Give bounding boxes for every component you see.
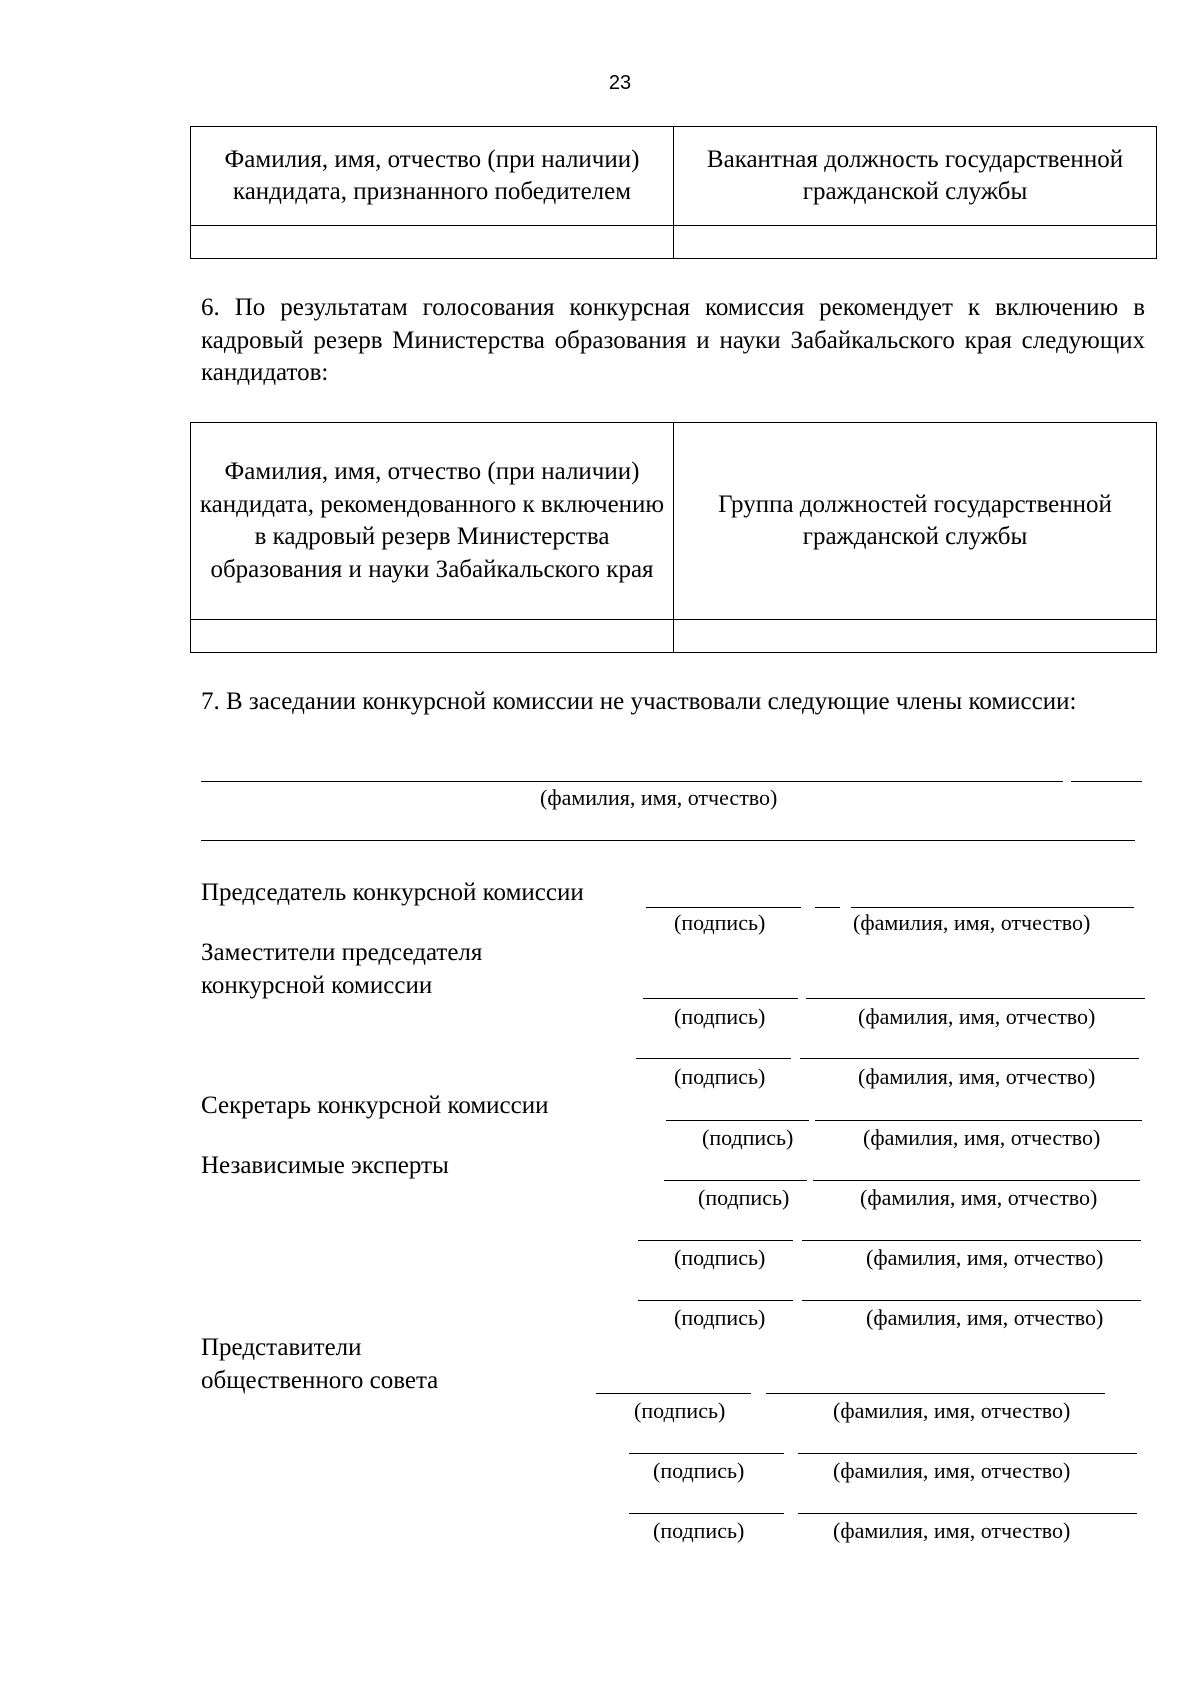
name-line[interactable] xyxy=(851,907,1134,908)
name-caption: (фамилия, имя, отчество) xyxy=(860,1185,1098,1210)
header-vacant-position: Вакантная должность государственной гражданской службы xyxy=(674,127,1157,226)
table-header-row xyxy=(191,423,1157,620)
signature-line[interactable] xyxy=(643,998,798,999)
name-caption: (фамилия, имя, отчество) xyxy=(858,1064,1096,1089)
signature-line[interactable] xyxy=(638,1300,793,1301)
absent-member-line[interactable] xyxy=(1071,781,1142,782)
name-caption: (фамилия, имя, отчество) xyxy=(866,1245,1104,1270)
signature-caption: (подпись) xyxy=(674,910,766,935)
name-line[interactable] xyxy=(815,1120,1142,1121)
signature-line[interactable] xyxy=(596,1393,751,1394)
signature-caption: (подпись) xyxy=(653,1518,745,1543)
section-7-paragraph: 7. В заседании конкурсной комиссии не участвовали следующие члены комиссии: xyxy=(201,688,1077,715)
name-line[interactable] xyxy=(798,1453,1137,1454)
header-position-group: Группа должностей государственной гражданской службы xyxy=(674,423,1157,620)
name-line[interactable] xyxy=(813,1180,1140,1181)
empty-cell[interactable] xyxy=(191,226,674,259)
name-caption: (фамилия, имя, отчество) xyxy=(863,1125,1101,1150)
name-caption: (фамилия, имя, отчество) xyxy=(833,1398,1071,1423)
public-council-label-line1: Представители xyxy=(201,1334,362,1361)
reserve-table xyxy=(190,422,1157,653)
name-line[interactable] xyxy=(800,1058,1139,1059)
name-caption: (фамилия, имя, отчество) xyxy=(858,1004,1096,1029)
experts-label: Независимые эксперты xyxy=(201,1152,449,1179)
signature-caption: (подпись) xyxy=(698,1185,790,1210)
signature-caption: (подпись) xyxy=(653,1458,745,1483)
name-caption: (фамилия, имя, отчество) xyxy=(866,1305,1104,1330)
signature-caption: (подпись) xyxy=(674,1245,766,1270)
page-number: 23 xyxy=(608,72,632,94)
header-candidate-name: Фамилия, имя, отчество (при наличии) кандидата, рекомендованного к включению в кадровый резерв Министерства образования и науки Забайкальского края xyxy=(191,423,674,620)
name-caption: (фамилия, имя, отчество) xyxy=(833,1518,1071,1543)
signature-caption: (подпись) xyxy=(674,1064,766,1089)
signature-line[interactable] xyxy=(664,1180,807,1181)
signature-line[interactable] xyxy=(666,1120,809,1121)
empty-cell[interactable] xyxy=(674,620,1157,653)
signature-line[interactable] xyxy=(815,907,840,908)
signature-caption: (подпись) xyxy=(702,1125,794,1150)
secretary-label: Секретарь конкурсной комиссии xyxy=(201,1092,549,1119)
name-line[interactable] xyxy=(798,1513,1137,1514)
signature-line[interactable] xyxy=(636,1058,791,1059)
header-candidate-name: Фамилия, имя, отчество (при наличии) кандидата, признанного победителем xyxy=(191,127,674,226)
name-line[interactable] xyxy=(766,1393,1105,1394)
fio-caption: (фамилия, имя, отчество) xyxy=(540,785,778,810)
deputies-label-line1: Заместители председателя xyxy=(201,939,483,966)
signature-caption: (подпись) xyxy=(674,1004,766,1029)
absent-member-line[interactable] xyxy=(201,840,1135,841)
empty-cell[interactable] xyxy=(191,620,674,653)
signature-line[interactable] xyxy=(646,907,801,908)
deputies-label-line2: конкурсной комиссии xyxy=(201,972,433,999)
name-caption: (фамилия, имя, отчество) xyxy=(833,1458,1071,1483)
chairman-label: Председатель конкурсной комиссии xyxy=(201,879,584,906)
public-council-label-line2: общественного совета xyxy=(201,1367,439,1394)
table-row xyxy=(191,226,1157,259)
signature-line[interactable] xyxy=(629,1453,784,1454)
table-row xyxy=(191,620,1157,653)
empty-cell[interactable] xyxy=(674,226,1157,259)
name-line[interactable] xyxy=(806,998,1145,999)
signature-caption: (подпись) xyxy=(674,1305,766,1330)
name-line[interactable] xyxy=(802,1240,1141,1241)
signature-line[interactable] xyxy=(638,1240,793,1241)
section-6-paragraph: 6. По результатам голосования конкурсная комиссия рекомендует к включению в кадровый резерв Министерства образования и науки Забайкальского края следующих кандидатов: xyxy=(201,294,1145,386)
signature-line[interactable] xyxy=(629,1513,784,1514)
table-header-row xyxy=(191,127,1157,226)
absent-member-line[interactable] xyxy=(201,781,1063,782)
signature-caption: (подпись) xyxy=(634,1398,726,1423)
name-caption: (фамилия, имя, отчество) xyxy=(853,910,1091,935)
name-line[interactable] xyxy=(802,1300,1141,1301)
winner-table xyxy=(190,126,1157,259)
